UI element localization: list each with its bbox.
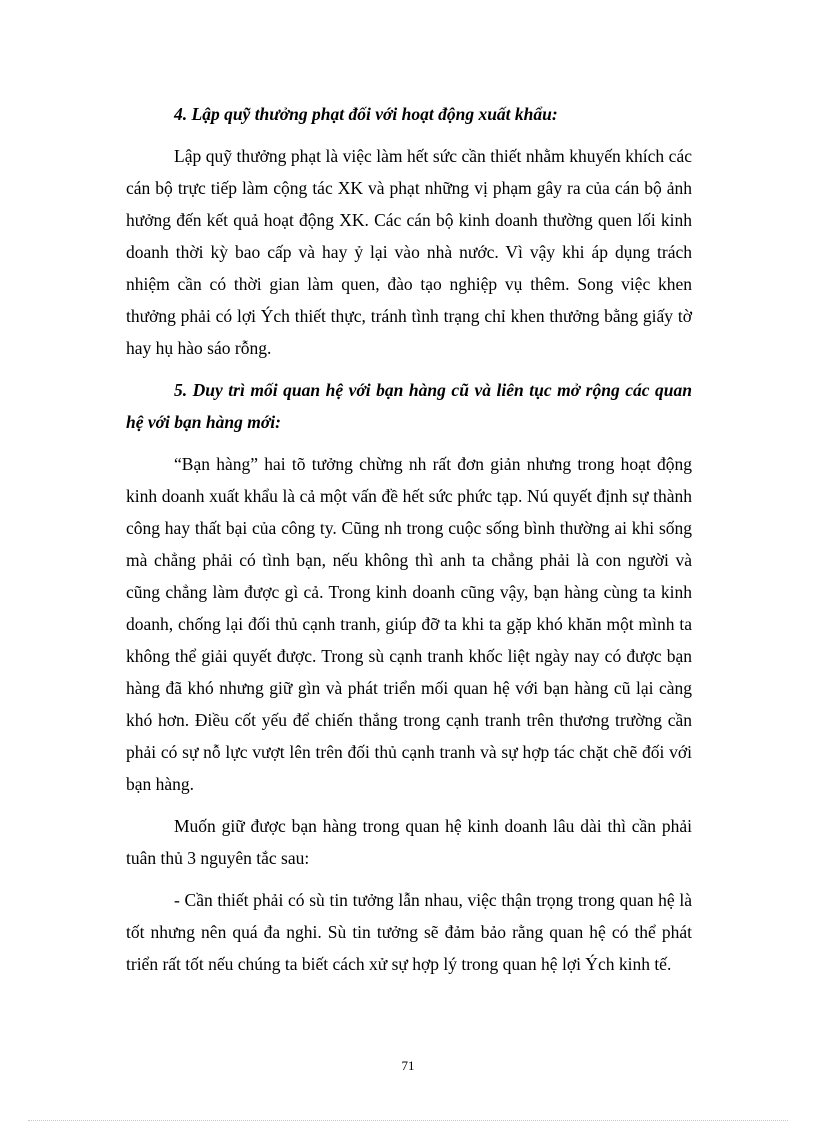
page-number: 71 (401, 1058, 415, 1073)
section-4-paragraph: Lập quỹ thưởng phạt là việc làm hết sức cần thiết nhằm khuyến khích các cán bộ trực tiếp làm cộng tác XK và phạt những vị phạm gây ra của cán bộ ảnh hưởng đến kết quả hoạt động XK. Các cán bộ kinh doanh thường quen lối kinh doanh thời kỳ bao cấp và hay ỷ lại vào nhà nước. Vì vậy khi áp dụng trách nhiệm cần có thời gian làm quen, đào tạo nghiệp vụ thêm. Song việc khen thưởng phải có lợi Ých thiết thực, tránh tình trạng chỉ khen thưởng bằng giấy tờ hay hụ hào sáo rỗng. (126, 146, 692, 358)
section-4-heading: 4. Lập quỹ thưởng phạt đối với hoạt động xuất khẩu: (174, 104, 558, 124)
page-bottom-divider (28, 1120, 788, 1121)
section-5-paragraph-1: “Bạn hàng” hai tõ tưởng chừng nh rất đơn giản nhưng trong hoạt động kinh doanh xuất khẩu là cả một vấn đề hết sức phức tạp. Nú quyết định sự thành công hay thất bại của công ty. Cũng nh trong cuộc sống bình thường ai khi sống mà chẳng phải có tình bạn, nếu không thì anh ta chẳng phải là con người và cũng chẳng làm được gì cả. Trong kinh doanh cũng vậy, bạn hàng cùng ta kinh doanh, chống lại đối thủ cạnh tranh, giúp đỡ ta khi ta gặp khó khăn một mình ta không thể giải quyết được. Trong sù cạnh tranh khốc liệt ngày nay có được bạn hàng đã khó nhưng giữ gìn và phát triển mối quan hệ với bạn hàng cũ lại càng khó hơn. Điều cốt yếu để chiến thắng trong cạnh tranh trên thương trường cần phải có sự nỗ lực vượt lên trên đối thủ cạnh tranh và sự hợp tác chặt chẽ đối với bạn hàng. (126, 454, 692, 794)
section-5-heading: 5. Duy trì mối quan hệ với bạn hàng cũ và liên tục mở rộng các quan hệ với bạn hàng mới: (126, 380, 692, 432)
section-5-paragraph-3: - Cần thiết phải có sù tin tưởng lẫn nhau, việc thận trọng trong quan hệ là tốt nhưng nên quá đa nghi. Sù tin tưởng sẽ đảm bảo rằng quan hệ có thể phát triển rất tốt nếu chúng ta biết cách xử sự hợp lý trong quan hệ lợi Ých kinh tế. (126, 890, 692, 974)
section-5-paragraph-2: Muốn giữ được bạn hàng trong quan hệ kinh doanh lâu dài thì cần phải tuân thủ 3 nguyên tắc sau: (126, 816, 692, 868)
page-content (126, 98, 692, 990)
